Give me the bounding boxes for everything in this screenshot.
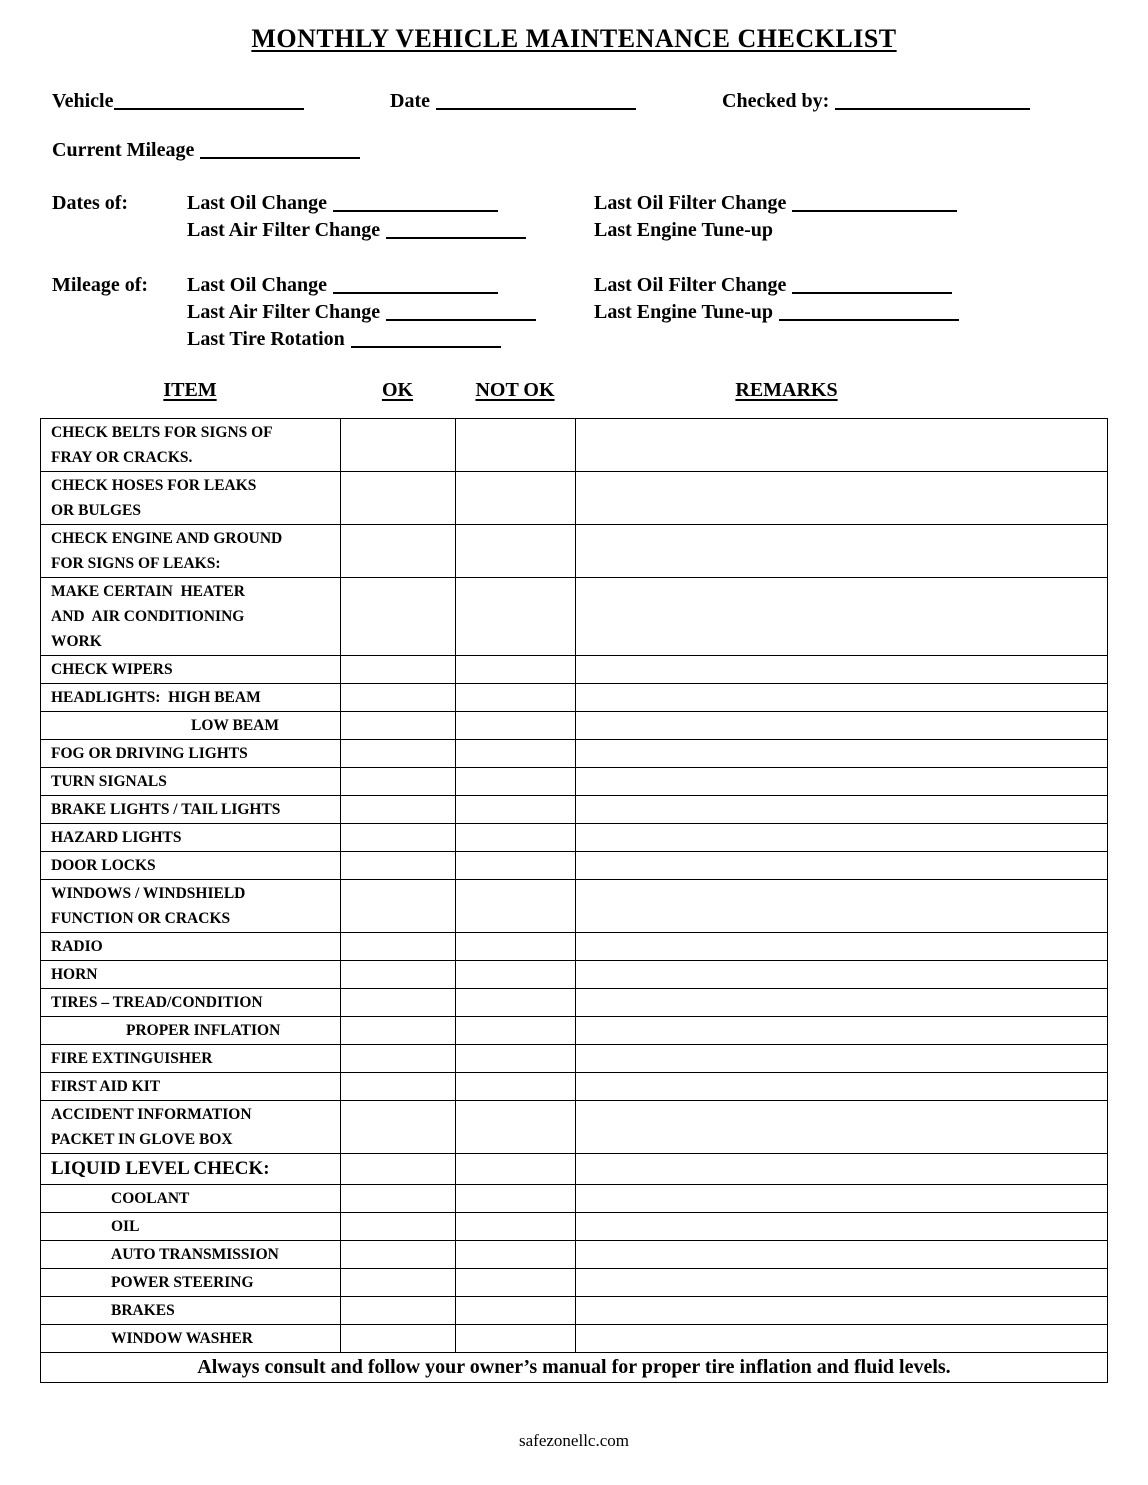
- item-label: TIRES – TREAD/CONDITION: [41, 989, 341, 1017]
- not-ok-cell[interactable]: [456, 1213, 576, 1241]
- item-label: RADIO: [41, 933, 341, 961]
- section-row: [52, 299, 1108, 326]
- remarks-cell[interactable]: [576, 1213, 1108, 1241]
- checklist-row: [41, 1213, 1108, 1241]
- section-row: [52, 272, 1108, 299]
- not-ok-cell[interactable]: [456, 1154, 576, 1185]
- checklist-row: [41, 933, 1108, 961]
- item-column-header: ITEM: [163, 379, 217, 401]
- field-label: Last Air Filter Change: [187, 219, 381, 241]
- section-field: [187, 299, 594, 326]
- remarks-cell[interactable]: [576, 989, 1108, 1017]
- current-mileage-label: Current Mileage: [52, 139, 195, 161]
- item-label: CHECK ENGINE AND GROUND FOR SIGNS OF LEAKS:: [41, 525, 341, 578]
- field-label: Last Oil Change: [187, 192, 328, 214]
- not-ok-cell[interactable]: [456, 796, 576, 824]
- item-label: CHECK HOSES FOR LEAKS OR BULGES: [41, 472, 341, 525]
- field-label: Last Engine Tune-up: [594, 219, 773, 241]
- remarks-cell[interactable]: [576, 961, 1108, 989]
- not-ok-cell[interactable]: [456, 656, 576, 684]
- checklist-row: [41, 961, 1108, 989]
- remarks-column-header: REMARKS: [735, 379, 838, 401]
- section-field: [594, 272, 1108, 299]
- not-ok-cell[interactable]: [456, 1241, 576, 1269]
- not-ok-cell[interactable]: [456, 933, 576, 961]
- section-label: Dates of:: [52, 192, 129, 214]
- date-label: Date: [390, 90, 430, 112]
- not-ok-cell[interactable]: [456, 1269, 576, 1297]
- checklist-row: [41, 525, 1108, 578]
- not-ok-cell[interactable]: [456, 1045, 576, 1073]
- not-ok-cell[interactable]: [456, 1325, 576, 1353]
- remarks-cell[interactable]: [576, 880, 1108, 933]
- checklist-row: [41, 419, 1108, 472]
- header-fields-row: [40, 90, 1108, 113]
- section-field: [594, 299, 1108, 326]
- ok-cell[interactable]: [341, 1073, 456, 1101]
- item-label: LOW BEAM: [41, 712, 341, 740]
- item-label: ACCIDENT INFORMATION PACKET IN GLOVE BOX: [41, 1101, 341, 1154]
- vehicle-field: [52, 90, 390, 113]
- checklist-row: [41, 1154, 1108, 1185]
- ok-cell[interactable]: [341, 525, 456, 578]
- remarks-cell[interactable]: [576, 684, 1108, 712]
- checklist-row: [41, 1325, 1108, 1353]
- website-footer: safezonellc.com: [519, 1431, 629, 1450]
- table-headers: [40, 379, 1108, 402]
- not-ok-cell[interactable]: [456, 1073, 576, 1101]
- section-row: [52, 326, 1108, 353]
- item-label: HAZARD LIGHTS: [41, 824, 341, 852]
- checklist-row: [41, 1045, 1108, 1073]
- ok-cell[interactable]: [341, 419, 456, 472]
- not-ok-cell[interactable]: [456, 989, 576, 1017]
- section-field: [594, 217, 1108, 244]
- ok-cell[interactable]: [341, 989, 456, 1017]
- checklist-table-body: [41, 419, 1108, 1383]
- checked-by-blank[interactable]: [835, 107, 1030, 110]
- section-field: [187, 190, 594, 217]
- checklist-row: [41, 578, 1108, 656]
- vehicle-blank[interactable]: [114, 107, 304, 110]
- field-label: Last Tire Rotation: [187, 328, 345, 350]
- field-label: Last Air Filter Change: [187, 301, 381, 323]
- table-footer-note: Always consult and follow your owner’s manual for proper tire inflation and fluid levels.: [41, 1353, 1108, 1383]
- not-ok-cell[interactable]: [456, 1297, 576, 1325]
- field-label: Last Oil Filter Change: [594, 274, 787, 296]
- remarks-cell[interactable]: [576, 1269, 1108, 1297]
- checklist-row: [41, 852, 1108, 880]
- remarks-cell[interactable]: [576, 1017, 1108, 1045]
- ok-column-header: OK: [381, 379, 414, 401]
- vehicle-label: Vehicle: [52, 90, 114, 112]
- ok-cell[interactable]: [341, 578, 456, 656]
- not-ok-cell[interactable]: [456, 1101, 576, 1154]
- fill-in-blank[interactable]: [351, 345, 501, 348]
- fill-in-blank[interactable]: [792, 291, 952, 294]
- checklist-row: [41, 1297, 1108, 1325]
- item-label: LIQUID LEVEL CHECK:: [41, 1154, 341, 1185]
- fill-in-blank[interactable]: [333, 291, 498, 294]
- ok-cell[interactable]: [341, 1017, 456, 1045]
- field-label: Last Engine Tune-up: [594, 301, 773, 323]
- remarks-cell[interactable]: [576, 740, 1108, 768]
- field-label: Last Oil Change: [187, 274, 328, 296]
- ok-cell[interactable]: [341, 1213, 456, 1241]
- not-ok-cell[interactable]: [456, 768, 576, 796]
- not-ok-column-header: NOT OK: [475, 379, 555, 401]
- ok-cell[interactable]: [341, 1297, 456, 1325]
- not-ok-cell[interactable]: [456, 824, 576, 852]
- not-ok-cell[interactable]: [456, 852, 576, 880]
- checklist-row: [41, 824, 1108, 852]
- ok-cell[interactable]: [341, 1241, 456, 1269]
- ok-cell[interactable]: [341, 1045, 456, 1073]
- remarks-cell[interactable]: [576, 1325, 1108, 1353]
- item-label: FOG OR DRIVING LIGHTS: [41, 740, 341, 768]
- not-ok-cell[interactable]: [456, 880, 576, 933]
- checklist-row: [41, 796, 1108, 824]
- section-field: [187, 272, 594, 299]
- checklist-row: [41, 1185, 1108, 1213]
- item-label: FIRST AID KIT: [41, 1073, 341, 1101]
- fill-in-blank[interactable]: [386, 318, 536, 321]
- mileage-of-section: [40, 272, 1108, 353]
- not-ok-cell[interactable]: [456, 961, 576, 989]
- ok-cell[interactable]: [341, 656, 456, 684]
- checklist-row: [41, 1101, 1108, 1154]
- ok-cell[interactable]: [341, 824, 456, 852]
- ok-cell[interactable]: [341, 472, 456, 525]
- not-ok-cell[interactable]: [456, 578, 576, 656]
- item-label: CHECK WIPERS: [41, 656, 341, 684]
- remarks-cell[interactable]: [576, 1185, 1108, 1213]
- checklist-row: [41, 684, 1108, 712]
- ok-cell[interactable]: [341, 796, 456, 824]
- fill-in-blank[interactable]: [779, 318, 959, 321]
- ok-cell[interactable]: [341, 1154, 456, 1185]
- not-ok-cell[interactable]: [456, 684, 576, 712]
- item-label: POWER STEERING: [41, 1269, 341, 1297]
- item-label: HEADLIGHTS: HIGH BEAM: [41, 684, 341, 712]
- remarks-cell[interactable]: [576, 1045, 1108, 1073]
- ok-cell[interactable]: [341, 1269, 456, 1297]
- remarks-cell[interactable]: [576, 578, 1108, 656]
- section-field: [594, 190, 1108, 217]
- item-label: AUTO TRANSMISSION: [41, 1241, 341, 1269]
- ok-cell[interactable]: [341, 1101, 456, 1154]
- remarks-cell[interactable]: [576, 796, 1108, 824]
- remarks-cell[interactable]: [576, 472, 1108, 525]
- ok-cell[interactable]: [341, 684, 456, 712]
- fill-in-blank[interactable]: [333, 209, 498, 212]
- table-footer-row: [41, 1353, 1108, 1383]
- remarks-cell[interactable]: [576, 712, 1108, 740]
- checklist-row: [41, 1017, 1108, 1045]
- remarks-cell[interactable]: [576, 1101, 1108, 1154]
- item-label: CHECK BELTS FOR SIGNS OF FRAY OR CRACKS.: [41, 419, 341, 472]
- ok-cell[interactable]: [341, 1325, 456, 1353]
- date-field: [390, 90, 722, 113]
- item-label: MAKE CERTAIN HEATER AND AIR CONDITIONING WORK: [41, 578, 341, 656]
- checklist-row: [41, 740, 1108, 768]
- checklist-row: [41, 989, 1108, 1017]
- remarks-cell[interactable]: [576, 933, 1108, 961]
- not-ok-cell[interactable]: [456, 525, 576, 578]
- date-blank[interactable]: [436, 107, 636, 110]
- section-row: [52, 190, 1108, 217]
- remarks-cell[interactable]: [576, 656, 1108, 684]
- item-label: WINDOW WASHER: [41, 1325, 341, 1353]
- remarks-cell[interactable]: [576, 1297, 1108, 1325]
- ok-cell[interactable]: [341, 933, 456, 961]
- ok-cell[interactable]: [341, 740, 456, 768]
- checklist-row: [41, 472, 1108, 525]
- ok-cell[interactable]: [341, 961, 456, 989]
- current-mileage-blank[interactable]: [200, 156, 360, 159]
- item-label: FIRE EXTINGUISHER: [41, 1045, 341, 1073]
- field-label: Last Oil Filter Change: [594, 192, 787, 214]
- remarks-cell[interactable]: [576, 824, 1108, 852]
- item-label: TURN SIGNALS: [41, 768, 341, 796]
- remarks-cell[interactable]: [576, 419, 1108, 472]
- not-ok-cell[interactable]: [456, 1017, 576, 1045]
- item-label: DOOR LOCKS: [41, 852, 341, 880]
- checklist-row: [41, 712, 1108, 740]
- item-label: OIL: [41, 1213, 341, 1241]
- item-label: COOLANT: [41, 1185, 341, 1213]
- checklist-row: [41, 1269, 1108, 1297]
- checklist-row: [41, 1073, 1108, 1101]
- remarks-cell[interactable]: [576, 525, 1108, 578]
- checklist-row: [41, 768, 1108, 796]
- not-ok-cell[interactable]: [456, 740, 576, 768]
- item-label: PROPER INFLATION: [41, 1017, 341, 1045]
- ok-cell[interactable]: [341, 768, 456, 796]
- section-field: [187, 326, 594, 353]
- fill-in-blank[interactable]: [792, 209, 957, 212]
- checklist-row: [41, 1241, 1108, 1269]
- checklist-table: [40, 418, 1108, 1383]
- checked-by-label: Checked by:: [722, 90, 830, 112]
- not-ok-cell[interactable]: [456, 419, 576, 472]
- ok-cell[interactable]: [341, 852, 456, 880]
- section-field: [187, 217, 594, 244]
- item-label: BRAKE LIGHTS / TAIL LIGHTS: [41, 796, 341, 824]
- ok-cell[interactable]: [341, 712, 456, 740]
- page-title: MONTHLY VEHICLE MAINTENANCE CHECKLIST: [251, 24, 897, 53]
- section-row: [52, 217, 1108, 244]
- checklist-row: [41, 656, 1108, 684]
- ok-cell[interactable]: [341, 1185, 456, 1213]
- dates-of-section: [40, 190, 1108, 244]
- remarks-cell[interactable]: [576, 852, 1108, 880]
- remarks-cell[interactable]: [576, 1241, 1108, 1269]
- not-ok-cell[interactable]: [456, 472, 576, 525]
- checked-by-field: [722, 90, 1108, 113]
- item-label: HORN: [41, 961, 341, 989]
- not-ok-cell[interactable]: [456, 712, 576, 740]
- remarks-cell[interactable]: [576, 1073, 1108, 1101]
- ok-cell[interactable]: [341, 880, 456, 933]
- remarks-cell[interactable]: [576, 1154, 1108, 1185]
- item-label: BRAKES: [41, 1297, 341, 1325]
- current-mileage-field: [40, 139, 1108, 162]
- not-ok-cell[interactable]: [456, 1185, 576, 1213]
- section-label: Mileage of:: [52, 274, 149, 296]
- remarks-cell[interactable]: [576, 768, 1108, 796]
- checklist-row: [41, 880, 1108, 933]
- item-label: WINDOWS / WINDSHIELD FUNCTION OR CRACKS: [41, 880, 341, 933]
- fill-in-blank[interactable]: [386, 236, 526, 239]
